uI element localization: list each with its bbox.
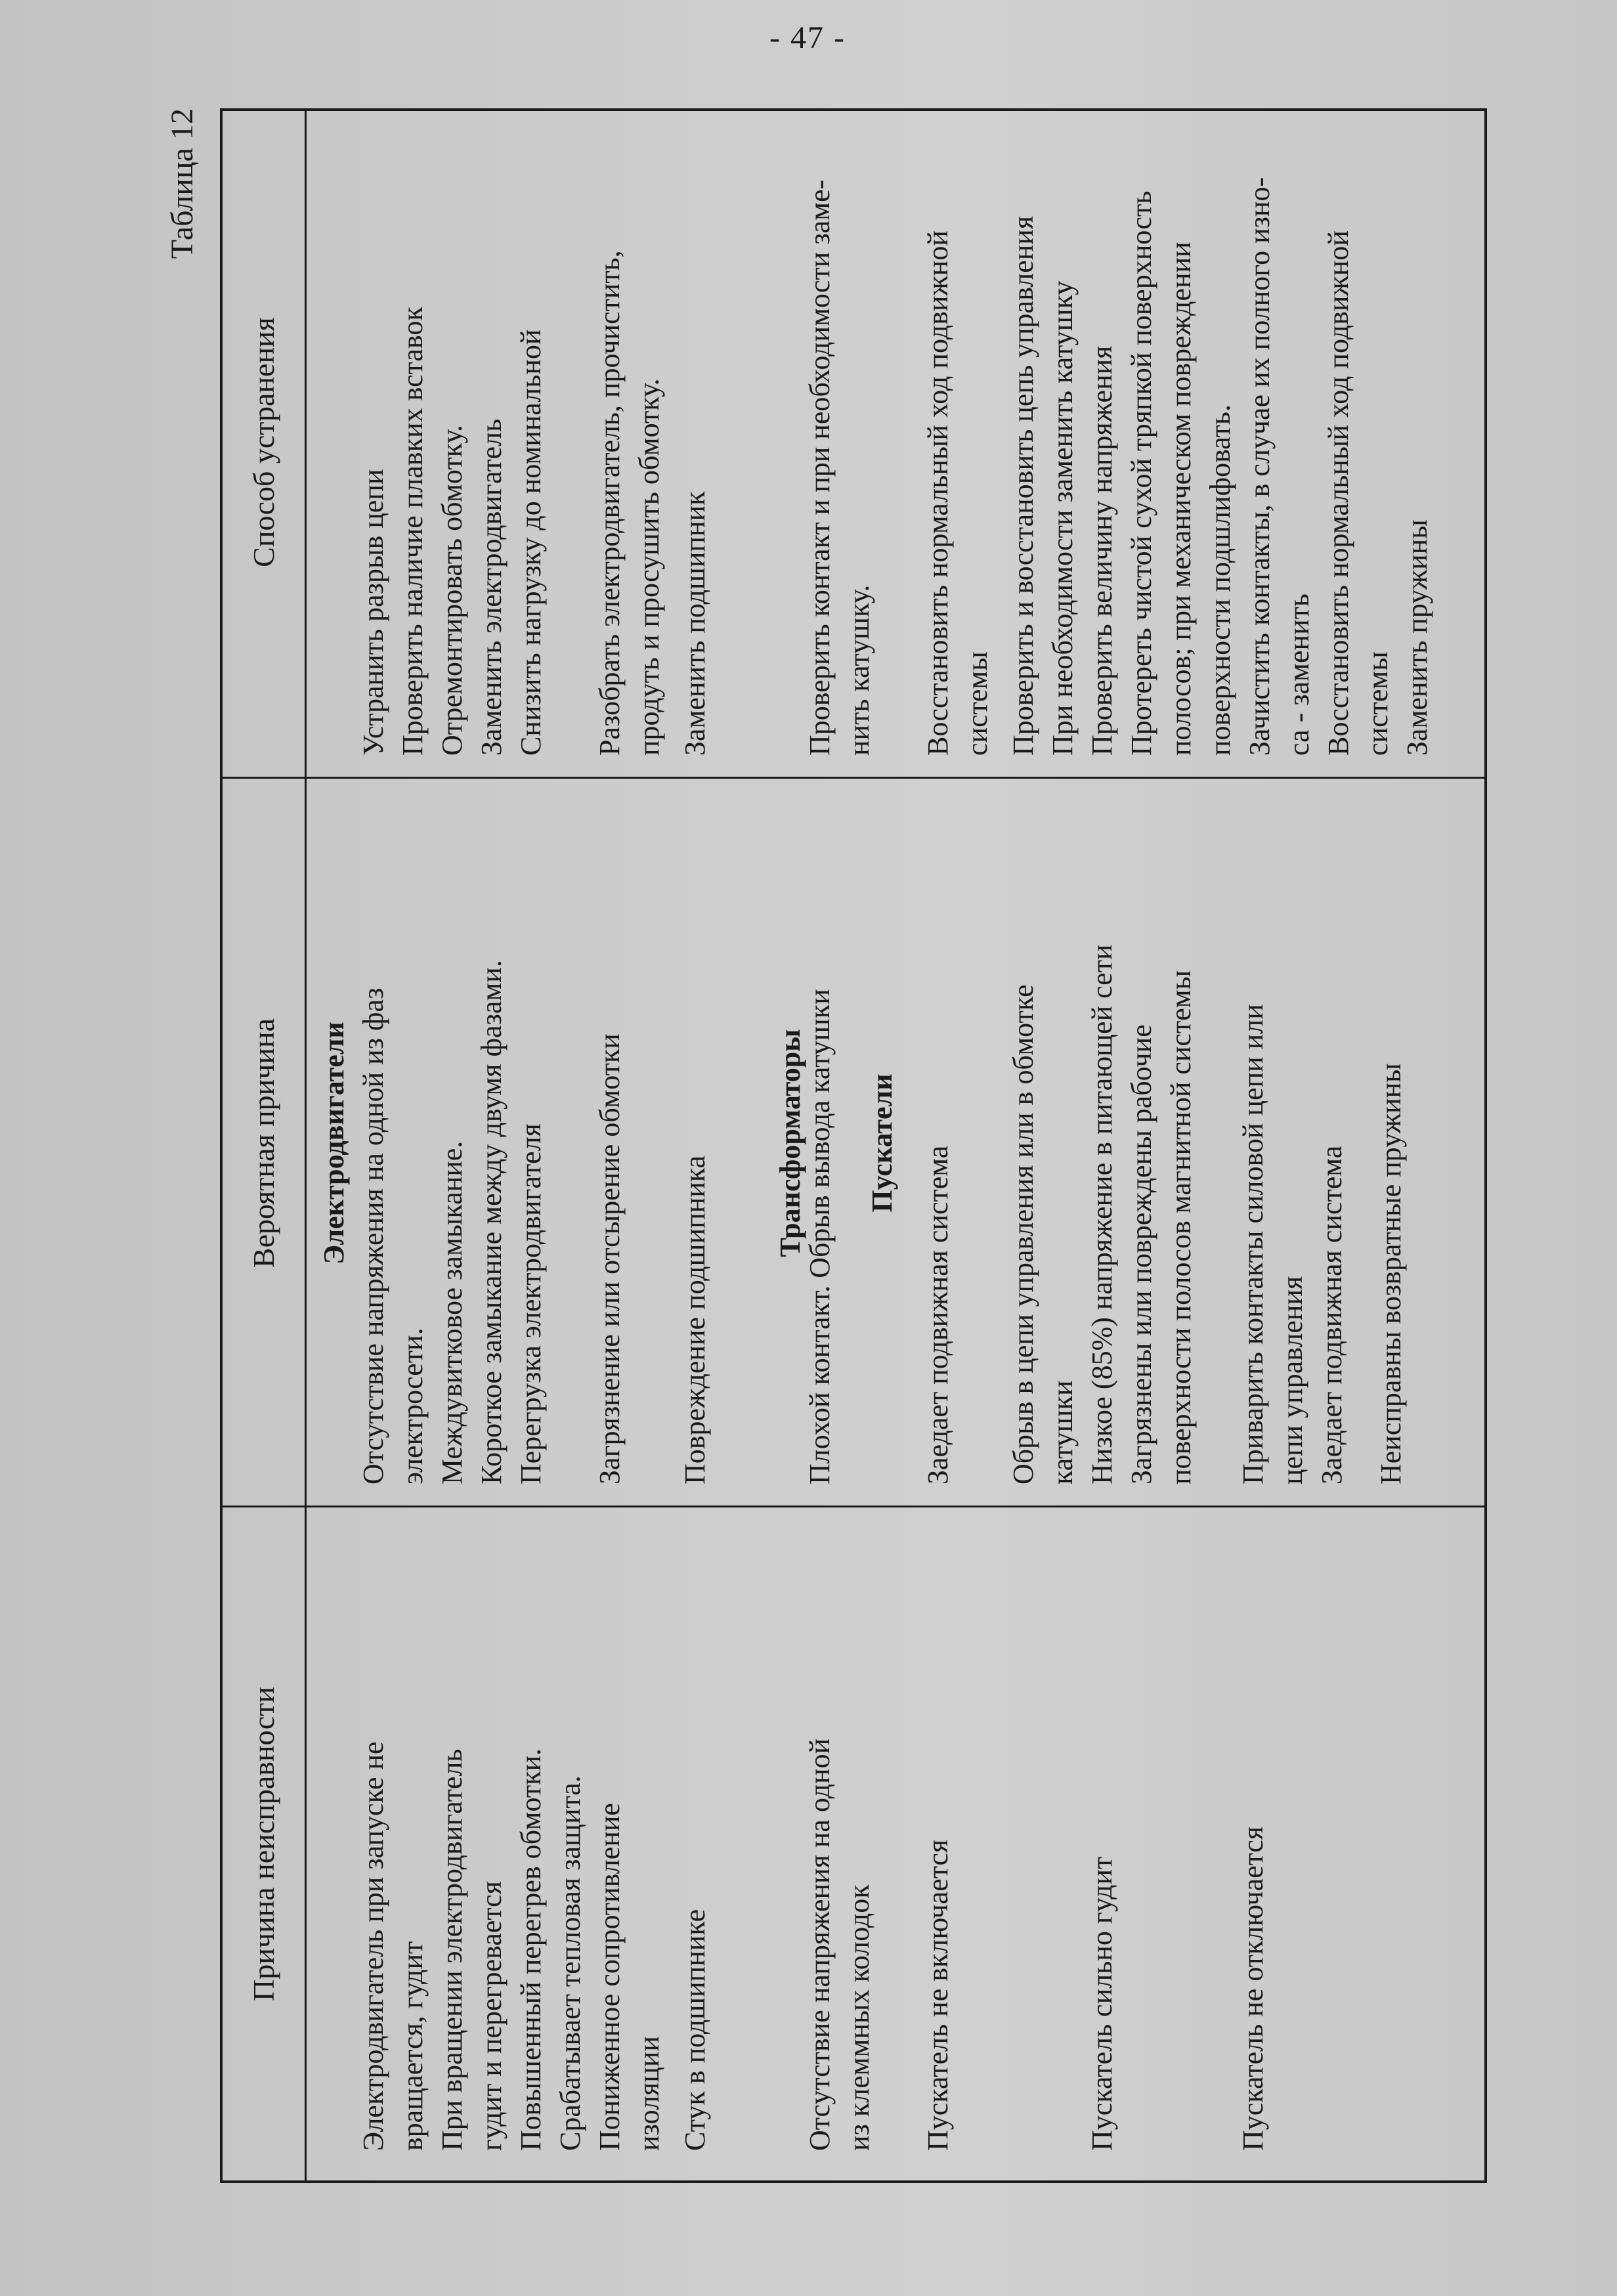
remedy-line: Проверить величину напряжения bbox=[1086, 345, 1118, 756]
column-divider-1 bbox=[223, 1505, 1484, 1507]
cause-line: Плохой контакт. Обрыв вывода катушки bbox=[804, 989, 836, 1484]
remedy-line: Проверить наличие плавких вставок bbox=[397, 307, 429, 756]
fault-line: гудит и перегревается bbox=[475, 1881, 507, 2151]
header-remedy: Способ устранения bbox=[247, 317, 280, 567]
remedy-line: Протереть чистой сухой тряпкой поверхность bbox=[1125, 190, 1157, 756]
cause-line: Низкое (85%) напряжение в питающей сети bbox=[1086, 944, 1118, 1484]
fault-line: Пониженное сопротивление bbox=[593, 1803, 626, 2151]
section-starters: Пускатели bbox=[866, 1073, 898, 1213]
cause-line: Загрязнение или отсырение обмотки bbox=[593, 1033, 626, 1484]
header-cause: Вероятная причина bbox=[247, 1018, 280, 1268]
cause-line: Междувитковое замыкание. bbox=[436, 1140, 468, 1484]
cause-line: поверхности полосов магнитной системы bbox=[1165, 970, 1197, 1484]
remedy-line: Заменить электродвигатель bbox=[475, 418, 507, 756]
remedy-line: Восстановить нормальный ход подвижной bbox=[922, 230, 954, 756]
remedy-line: Заменить пружины bbox=[1401, 519, 1433, 756]
cause-line: Загрязнены или повреждены рабочие bbox=[1125, 1024, 1157, 1484]
remedy-line: Проверить контакт и при необходимости заме- bbox=[804, 179, 836, 756]
remedy-line: Отремонтировать обмотку. bbox=[436, 425, 468, 756]
cause-line: Повреждение подшипника bbox=[679, 1156, 711, 1484]
cause-line: Заедает подвижная система bbox=[1316, 1145, 1348, 1484]
rotated-table-block bbox=[164, 108, 1451, 2183]
fault-line: Пускатель сильно гудит bbox=[1086, 1856, 1118, 2151]
remedy-line: системы bbox=[961, 651, 993, 756]
fault-line: Электродвигатель при запуске не bbox=[357, 1741, 389, 2151]
cause-line: Приварить контакты силовой цепи или bbox=[1237, 1004, 1269, 1484]
remedy-line: Снизить нагрузку до номинальной bbox=[515, 329, 547, 756]
fault-line: изоляции bbox=[633, 2036, 665, 2151]
fault-line: Отсутствие напряжения на одной bbox=[804, 1738, 836, 2151]
cause-line: катушки bbox=[1046, 1380, 1079, 1484]
fault-line: вращается, гудит bbox=[397, 1941, 429, 2151]
fault-line: Стук в подшипнике bbox=[679, 1909, 711, 2151]
remedy-line: При необходимости заменить катушку bbox=[1046, 280, 1079, 756]
fault-line: Пускатель не отключается bbox=[1237, 1826, 1269, 2151]
remedy-line: поверхности подшлифовать. bbox=[1204, 404, 1236, 756]
column-divider-2 bbox=[223, 777, 1484, 779]
page-number: - 47 - bbox=[769, 20, 846, 55]
table-caption: Таблица 12 bbox=[165, 108, 200, 259]
header-divider bbox=[305, 111, 307, 2180]
section-motors: Электродвигатели bbox=[318, 1022, 350, 1265]
cause-line: цепи управления bbox=[1276, 1276, 1308, 1484]
fault-table bbox=[220, 108, 1487, 2183]
fault-line: Пускатель не включается bbox=[922, 1839, 954, 2151]
remedy-line: Зачистить контакты, в случае их полного изно- bbox=[1243, 177, 1276, 756]
remedy-line: Заменить подшипник bbox=[679, 491, 711, 756]
cause-line: Обрыв в цепи управления или в обмотке bbox=[1007, 984, 1039, 1484]
remedy-line: системы bbox=[1362, 651, 1394, 756]
header-fault: Причина неисправности bbox=[247, 1687, 280, 2001]
fault-line: из клеммных колодок bbox=[843, 1884, 875, 2151]
cause-line: Неисправны возвратные пружины bbox=[1375, 1063, 1407, 1484]
cause-line: Отсутствие напряжения на одной из фаз bbox=[357, 987, 389, 1484]
fault-line: При вращении электродвигатель bbox=[436, 1748, 468, 2151]
remedy-line: полосов; при механическом повреждении bbox=[1165, 242, 1197, 756]
section-transformers: Трансформаторы bbox=[774, 1029, 806, 1257]
fault-line: Повышенный перегрев обмотки. bbox=[515, 1748, 547, 2151]
remedy-line: продуть и просушить обмотку. bbox=[633, 378, 665, 756]
remedy-line: Восстановить нормальный ход подвижной bbox=[1322, 230, 1354, 756]
remedy-line: нить катушку. bbox=[843, 584, 875, 756]
remedy-line: са - заменить bbox=[1283, 594, 1315, 756]
cause-line: Перегрузка электродвигателя bbox=[515, 1123, 547, 1484]
remedy-line: Проверить и восстановить цепь управления bbox=[1007, 215, 1039, 756]
cause-line: Короткое замыкание между двумя фазами. bbox=[475, 960, 507, 1484]
fault-line: Срабатывает тепловая защита. bbox=[554, 1775, 586, 2151]
cause-line: электросети. bbox=[397, 1328, 429, 1484]
remedy-line: Разобрать электродвигатель, прочистить, bbox=[593, 250, 626, 756]
remedy-line: Устранить разрыв цепи bbox=[357, 469, 389, 756]
cause-line: Заедает подвижная система bbox=[922, 1145, 954, 1484]
